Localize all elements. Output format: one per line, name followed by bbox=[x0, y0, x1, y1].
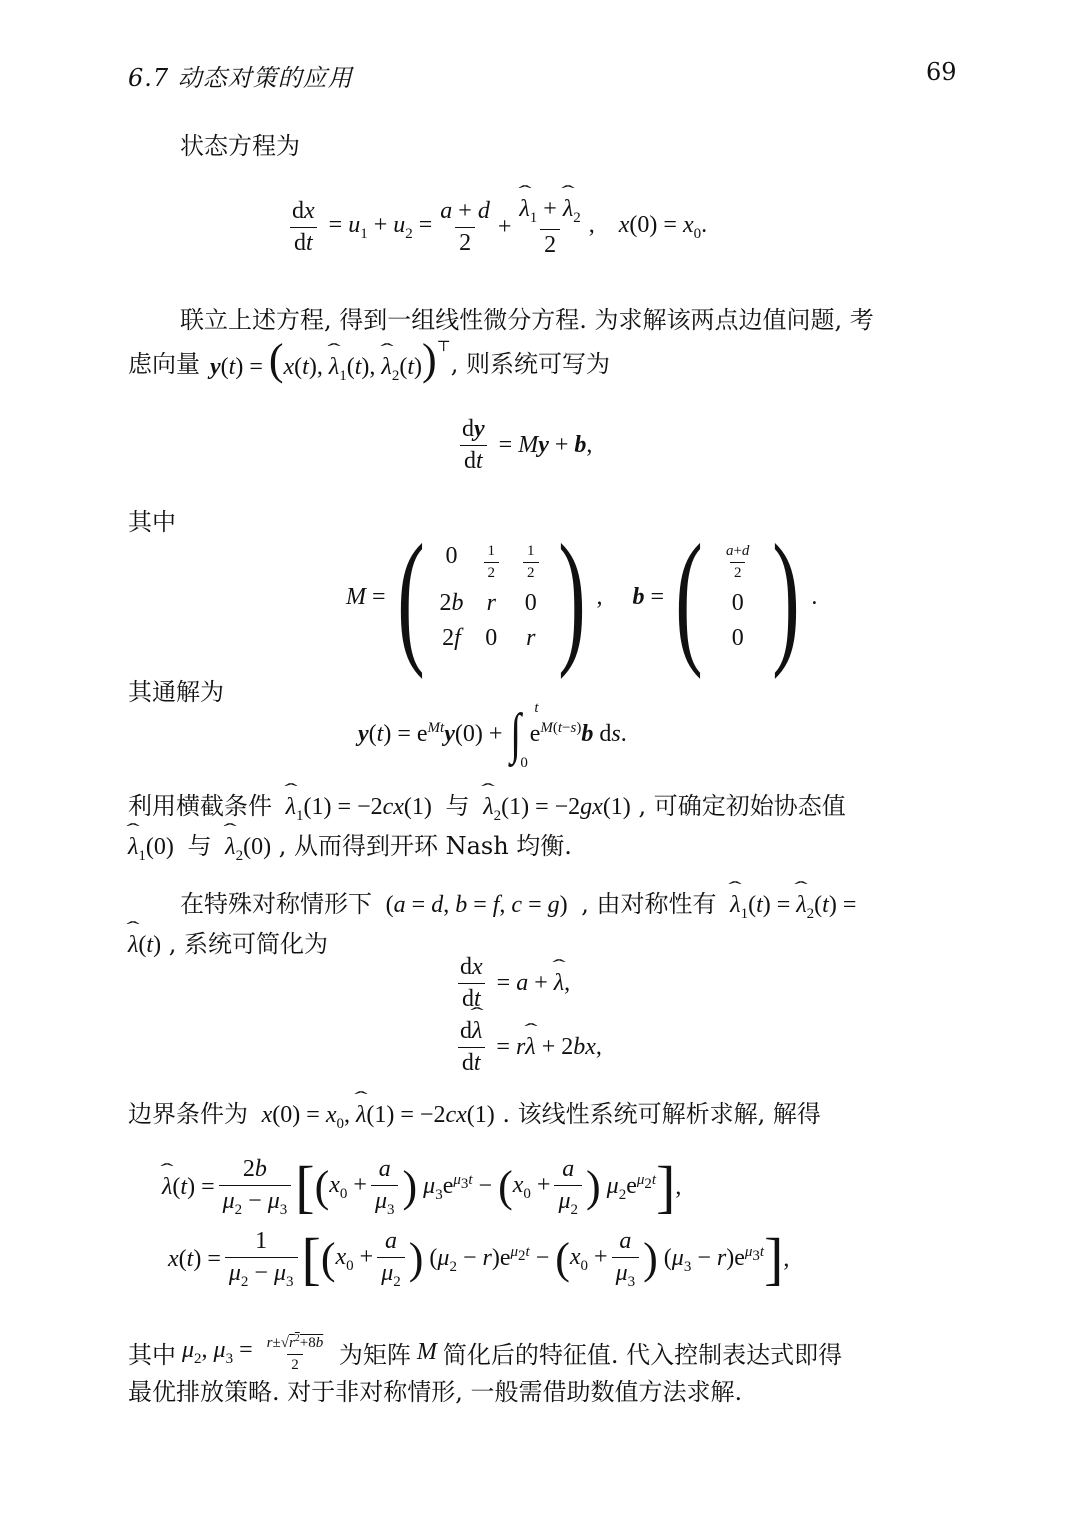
combine-text-b: , 则系统可写为 bbox=[450, 349, 611, 378]
combine-paragraph-line2 bbox=[128, 335, 611, 385]
state-equation-intro: 状态方程为 bbox=[180, 132, 300, 160]
equation-solution-lambda: ˆ λ(t) = $\frac{2b}{\mu_2 - \mu_3}$ [ ( $x_0$ + $\frac{a}{\mu_3}$ ) $\mu_3e^{\mu_3t}$ − ( $x_0$ + $\frac{a}{\mu_2}$ ) $\mu_2e^{\mu_2t}$ ] , bbox=[162, 1156, 681, 1219]
transversality-line2: ˆ $\lambda_1(0)$ 与 ˆ $\lambda_2(0)$ , 从而得到开环 Nash 均衡. bbox=[128, 826, 572, 865]
equation-general-solution: $y(t) = e^{Mt}y(0)$ + ∫ t 0 $e^{M(t-s)}b$ ds. bbox=[358, 700, 627, 771]
eigenvalue-line1: 其中 $\mu_2$, $\mu_3$ = $\frac{r\pm√r^2+8b}{2}$ 为矩阵 M 简化后的特征值. 代入控制表达式即得 bbox=[128, 1333, 843, 1373]
equation-system: $\frac{dy}{dt}$ = My + b, bbox=[454, 416, 592, 475]
where-label: 其中 bbox=[128, 508, 176, 536]
equation-solution-x: x(t) = $\frac{1}{\mu_2 - \mu_3}$ [ ( $x_0$ + $\frac{a}{\mu_2}$ ) $(\mu_2 - r)e^{\mu_2t}$ − ( $x_0$ + $\frac{a}{\mu_3}$ ) $(\mu_3 - r)e^{\mu_3t}$ ] , bbox=[168, 1226, 790, 1292]
equation-matrices: M = ( 0 $\frac{1}{2}$ $\frac{1}{2}$ 2b r 0 2f 0 r ) , b = ( $\frac{a+d}{2}$ 0 0 ) . bbox=[346, 514, 818, 680]
equation-simplified-2: $\frac{\text{dˆ λ}}{dt}$ = rˆ λ + 2bx, bbox=[452, 1018, 602, 1077]
vector-definition: y(t) = (x(t), ˆ $\lambda_1(t)$, ˆ $\lambda_2(t))^⊤$ bbox=[210, 338, 451, 385]
symmetric-line1: 在特殊对称情形下 (a = d, b = f, c = g) , 由对称性有 ˆ $\lambda_1(t)$ = ˆ $\lambda_2(t)$ = bbox=[180, 884, 856, 923]
symmetric-line2: ˆ λ(t) , 系统可简化为 bbox=[128, 924, 328, 959]
boundary-condition-line: 边界条件为 $x(0) = x_0$, ˆ λ(1) = −2cx(1) . 该线性系统可解析求解, 解得 bbox=[128, 1094, 821, 1133]
equation-simplified-1: $\frac{dx}{dt}$ = a + ˆ λ, bbox=[452, 954, 570, 1013]
equation-state: $\frac{dx}{dt}$ = $u_1 + u_2$ = $\frac{a + d}{2}$ + ˆ $\frac{\lambda_1 + ˆ \lambda_2}{2}$ , $x(0) = x_0$. bbox=[284, 196, 707, 259]
eigenvalue-line2: 最优排放策略. 对于非对称情形, 一般需借助数值方法求解. bbox=[128, 1378, 743, 1406]
matrix-M: 0 $\frac{1}{2}$ $\frac{1}{2}$ 2b r 0 2f 0 r bbox=[439, 542, 537, 651]
page-number: 69 bbox=[926, 58, 957, 86]
section-header: 6.7 动态对策的应用 bbox=[128, 64, 353, 92]
combine-text-a: 虑向量 bbox=[128, 349, 200, 378]
transversality-line1: 利用横截条件 ˆ $\lambda_1(1) = -2cx(1)$ 与 ˆ $\lambda_2(1) = -2gx(1)$ , 可确定初始协态值 bbox=[128, 786, 846, 825]
combine-paragraph-line1: 联立上述方程, 得到一组线性微分方程. 为求解该两点边值问题, 考 bbox=[180, 306, 874, 334]
vector-b: $\frac{a+d}{2}$ 0 0 bbox=[725, 542, 750, 651]
general-solution-label: 其通解为 bbox=[128, 678, 224, 706]
